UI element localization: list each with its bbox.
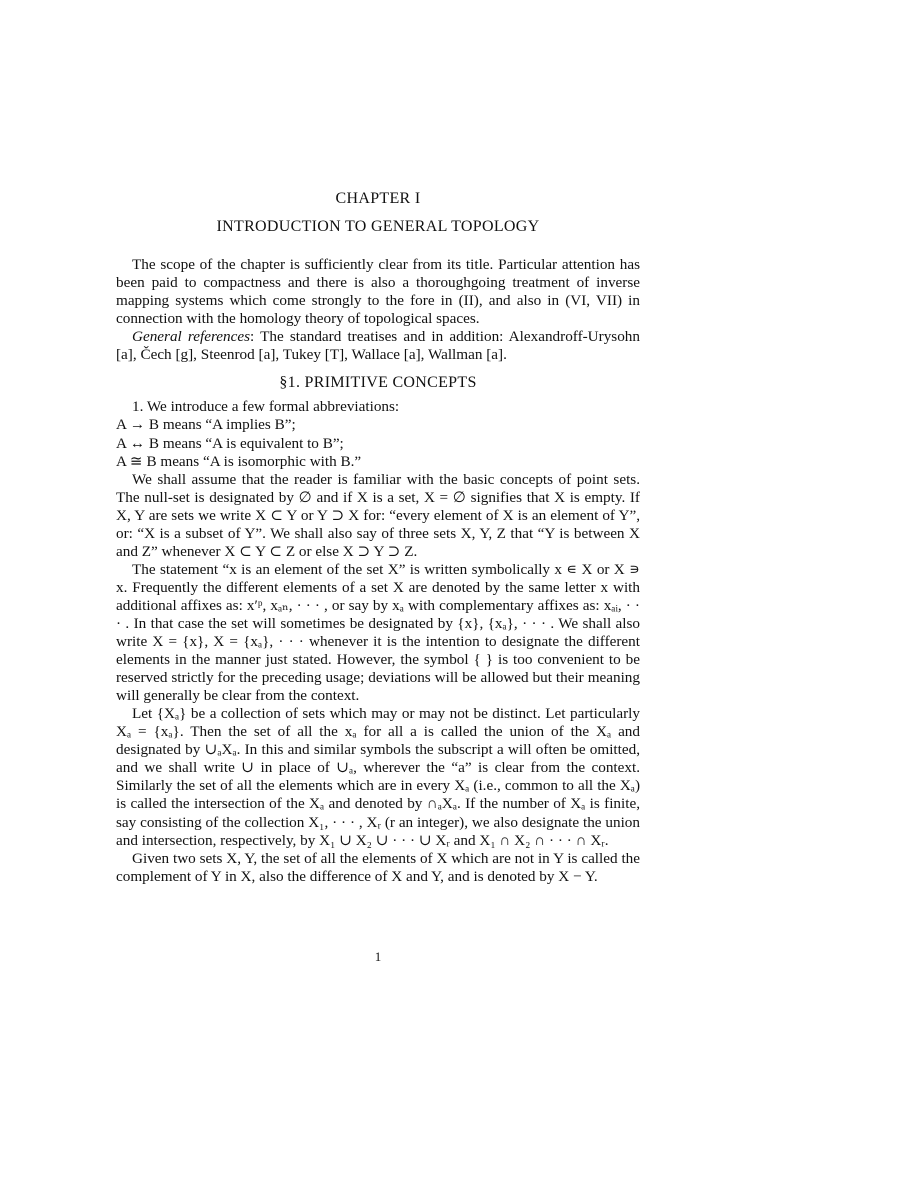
references-paragraph	[116, 328, 640, 364]
references-label: General references	[132, 328, 251, 346]
point-sets-paragraph: We shall assume that the reader is familiar with the basic concepts of point sets. The null-set is designated by ∅ and if X is a set, X = ∅ signifies that X is empty. If X, Y are sets we write X ⊂ Y or Y ⊃ X for: “every element of X is an element of Y”, or: “X is a subset of Y”. We shall also say of three sets X, Y, Z that “Y is between X and Z” whenever X ⊂ Y ⊂ Z or else X ⊃ Y ⊃ Z.	[116, 470, 640, 560]
abbreviation-implies: A → B means “A implies B”;	[116, 416, 296, 434]
union-intersection-paragraph: Let {Xₐ} be a collection of sets which may or may not be distinct. Let particularly Xₐ = {xₐ}. Then the set of all the xₐ for all a is called the union of the Xₐ and designated by ∪ₐXₐ. In this and similar symbols the subscript a will often be omitted, and we shall write ∪ in place of ∪ₐ, wherever the “a” is clear from the context. Similarly the set of all the elements which are in every Xₐ (i.e., common to all the Xₐ) is called the intersection of the Xₐ and denoted by ∩ₐXₐ. If the number of Xₐ is finite, say consisting of the collection X₁, · · · , Xᵣ (r an integer), we also designate the union and intersection, respectively, by X₁ ∪ X₂ ∪ · · · ∪ Xᵣ and X₁ ∩ X₂ ∩ · · · ∩ Xᵣ.	[116, 705, 640, 849]
section-title: §1. PRIMITIVE CONCEPTS	[279, 374, 477, 392]
book-page	[116, 190, 640, 964]
page-number: 1	[374, 949, 382, 964]
element-notation-paragraph: The statement “x is an element of the set X” is written symbolically x ∊ X or X ∍ x. Frequently the different elements of a set X are denoted by the same letter x with additional affixes as: x′ᵖ, xₐₙ, · · · , or say by xₐ with complementary affixes as: xₐᵢ, · · · . In that case the set will sometimes be designated by {x}, {xₐ}, · · · . We shall also write X = {x}, X = {xₐ}, · · · whenever it is the intention to designate the different elements in the manner just stated. However, the symbol { } is too convenient to be reserved strictly for the preceding usage; deviations will be allowed but their meaning will generally be clear from the context.	[116, 560, 640, 705]
intro-paragraph: The scope of the chapter is sufficiently clear from its title. Particular attention has been paid to compactness and there is also a thoroughgoing treatment of inverse mapping systems which come strongly to the fore in (II), and also in (VI, VII) in connection with the homology theory of topological spaces.	[116, 256, 640, 328]
abbreviation-list	[116, 416, 640, 470]
complement-paragraph: Given two sets X, Y, the set of all the elements of X which are not in Y is called the complement of Y in X, also the difference of X and Y, and is denoted by X − Y.	[116, 849, 640, 885]
item-1-intro: 1. We introduce a few formal abbreviations:	[132, 398, 400, 416]
references-text: : The standard treatises and in addition: Alexandroff-Urysohn [a], Čech [g], Steenrod [a], Tukey [T], Wallace [a], Wallman [a].	[116, 328, 640, 364]
abbreviation-equivalent: A ↔ B means “A is equivalent to B”;	[116, 434, 344, 452]
abbreviation-isomorphic: A ≅ B means “A is isomorphic with B.”	[116, 452, 362, 470]
chapter-title: INTRODUCTION TO GENERAL TOPOLOGY	[216, 218, 540, 236]
chapter-label: CHAPTER I	[335, 190, 421, 207]
